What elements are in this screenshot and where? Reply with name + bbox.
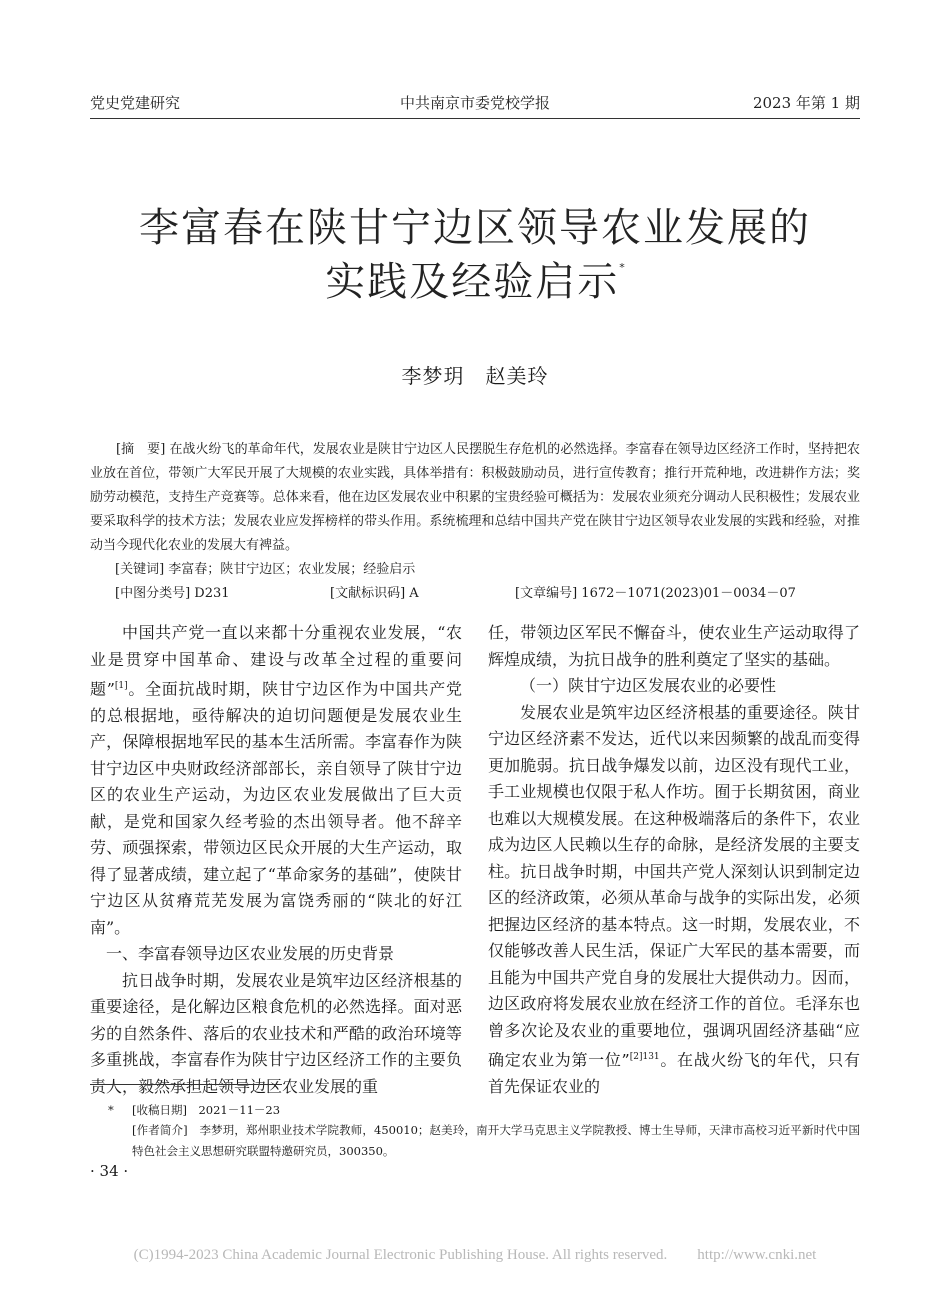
footnote-rule	[90, 1084, 282, 1085]
article-number	[515, 582, 796, 601]
body-left-column	[90, 620, 462, 1100]
body-right-column	[488, 620, 860, 1100]
paragraph: 发展农业是筑牢边区经济根基的重要途径。陕甘宁边区经济素不发达，近代以来因频繁的战乱而变得更加脆弱。抗日战争爆发以前，边区没有现代工业，手工业规模也仅限于私人作坊。囿于长期贫困，商业也难以大规模发展。在这种极端落后的条件下，农业成为边区人民赖以生存的命脉，是经济发展的主要支柱。抗日战争时期，中国共产党人深刻认识到制定边区的经济政策，必须从革命与战争的实际出发，必须把握边区经济的基本特点。这一时期，发展农业，不仅能够改善人民生活，保证广大军民的基本需要，而且能为中国共产党自身的发展壮大提供动力。因而，边区政府将发展农业放在经济工作的首位。毛泽东也曾多次论及农业的重要地位，强调巩固经济基础“应确定农业为第一位”$^{[2]131}$。在战火纷飞的年代，只有首先保证农业的	[488, 702, 860, 1096]
article-number-label: [文章编号]	[515, 586, 578, 601]
article-number-value: 1672－1071(2023)01－0034－07	[581, 586, 796, 601]
subsection-heading: （一）陕甘宁边区发展农业的必要性	[520, 676, 777, 695]
citation-ref: [2]131	[629, 1052, 660, 1062]
running-header-issue: 2023 年第 1 期	[752, 94, 860, 112]
doc-label: [文献标识码]	[330, 586, 406, 601]
keywords-text: 李富春；陕甘宁边区；农业发展；经验启示	[168, 562, 416, 577]
copyright-line: (C)1994-2023 China Academic Journal Electronic Publishing House. All rights reserved. http://www.cnki.net	[133, 1247, 817, 1263]
paragraph: 中国共产党一直以来都十分重视农业发展，“农业是贯穿中国革命、建设与改革全过程的重要问题”[1]。全面抗战时期，陕甘宁边区作为中国共产党的总根据地，亟待解决的迫切问题便是发展农业生产，保障根据地军民的基本生活所需。李富春作为陕甘宁边区中央财政经济部部长，亲自领导了陕甘宁边区的农业生产运动，为边区农业发展做出了巨大贡献，是党和国家久经考验的杰出领导者。他不辞辛劳、顽强探索，带领边区民众开展的大生产运动，取得了显著成绩，建立起了“革命家务的基础”，使陕甘宁边区从贫瘠荒芜发展为富饶秀丽的“陕北的好江南”。	[90, 623, 462, 937]
received-date: [收稿日期] 2021－11－23	[132, 1103, 281, 1117]
clc-number	[115, 582, 230, 601]
title-footnote-mark: *	[619, 261, 625, 274]
abstract-label: [摘 要]	[116, 442, 166, 457]
abstract	[90, 438, 860, 558]
doc-value: A	[409, 586, 419, 601]
section-heading: 一、李富春领导边区农业发展的历史背景	[106, 944, 395, 964]
header-rule	[90, 118, 860, 119]
page-number: · 34 ·	[90, 1162, 129, 1180]
article-title-line1: 李富春在陕甘宁边区领导农业发展的	[139, 205, 811, 251]
clc-label: [中图分类号]	[115, 586, 191, 601]
running-header-journal: 中共南京市委党校学报	[399, 94, 550, 112]
footnote-mark: *	[108, 1103, 114, 1117]
paragraph: 抗日战争时期，发展农业是筑牢边区经济根基的重要途径，是化解边区粮食危机的必然选择。面对恶劣的自然条件、落后的农业技术和严酷的政治环境等多重挑战，李富春作为陕甘宁边区经济工作的主要负责人，毅然承担起领导边区农业发展的重	[90, 970, 462, 1096]
keywords-label: [关键词]	[115, 562, 165, 577]
clc-value: D231	[194, 586, 230, 601]
running-header-section: 党史党建研究	[90, 94, 181, 112]
doc-code	[330, 582, 419, 601]
abstract-text: 在战火纷飞的革命年代，发展农业是陕甘宁边区人民摆脱生存危机的必然选择。李富春在领导边区经济工作时，坚持把农业放在首位，带领广大军民开展了大规模的农业实践，具体举措有：积极鼓励动员，进行宣传教育；推行开荒种地，改进耕作方法；奖励劳动模范，支持生产竞赛等。总体来看，他在边区发展农业中积累的宝贵经验可概括为：发展农业须充分调动人民积极性；发展农业要采取科学的技术方法；发展农业应发挥榜样的带头作用。系统梳理和总结中国共产党在陕甘宁边区领导农业发展的实践和经验，对推动当今现代化农业的发展大有裨益。	[90, 442, 860, 553]
authors: 李梦玥 赵美玲	[401, 364, 549, 388]
author-bio: [作者简介] 李梦玥，郑州职业技术学院教师，450010；赵美玲，南开大学马克思主义学院教授、博士生导师，天津市高校习近平新时代中国特色社会主义思想研究联盟特邀研究员，300350。	[132, 1123, 860, 1158]
paragraph: 任，带领边区军民不懈奋斗，使农业生产运动取得了辉煌成绩，为抗日战争的胜利奠定了坚实的基础。	[488, 623, 860, 669]
keywords	[115, 558, 415, 577]
citation-ref: [1]	[114, 681, 128, 691]
article-title-line2: 实践及经验启示*	[325, 259, 625, 305]
